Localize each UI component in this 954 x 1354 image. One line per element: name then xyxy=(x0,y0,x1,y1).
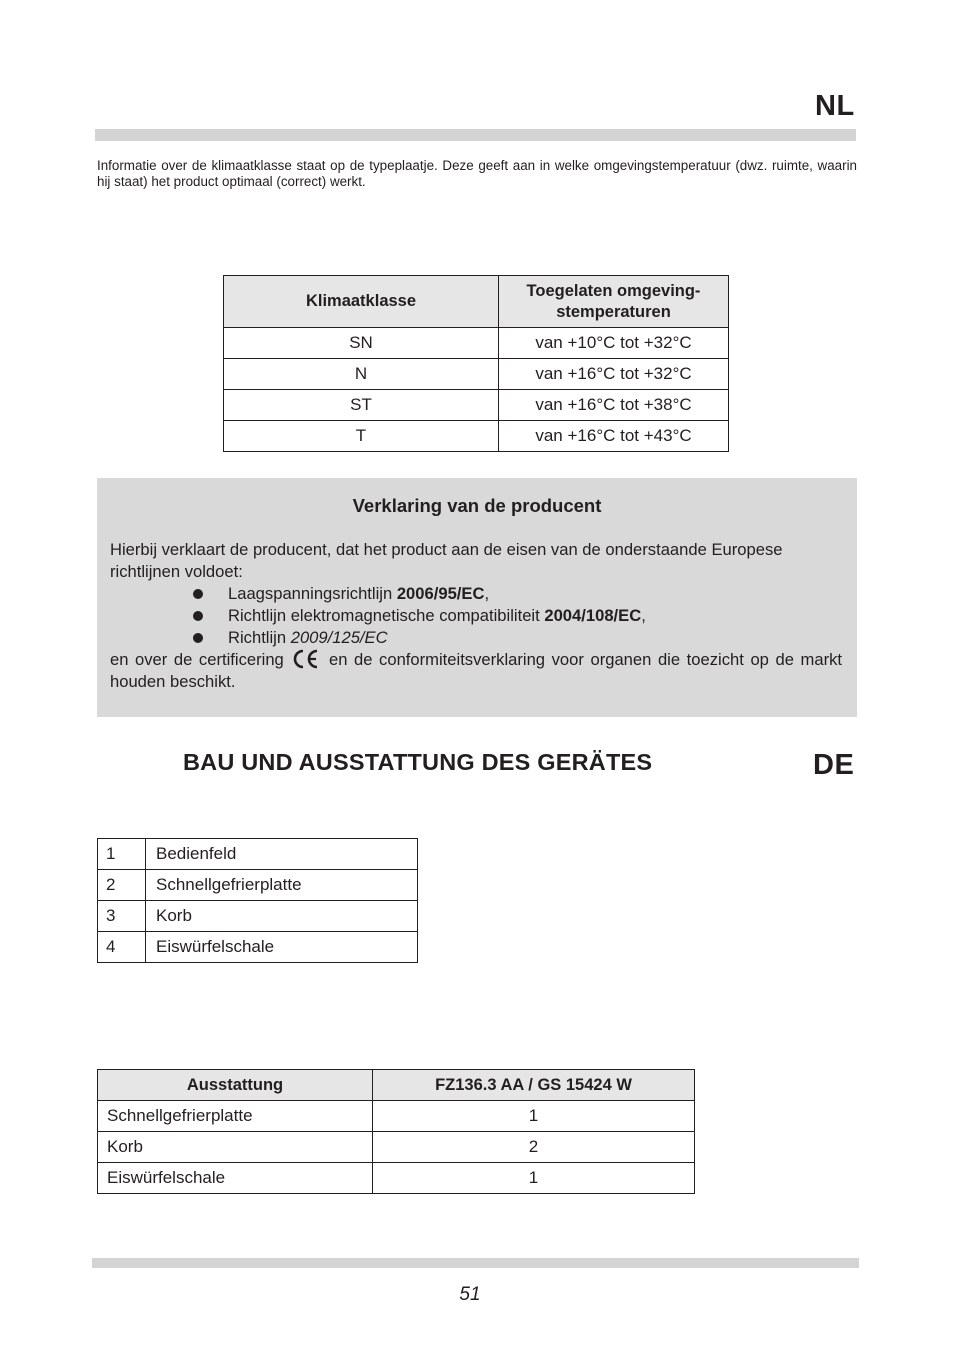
bullet-icon xyxy=(193,633,203,643)
column-header-equipment: Ausstattung xyxy=(98,1070,373,1101)
bullet-icon xyxy=(193,589,203,599)
temperature-range-cell: van +16°C tot +32°C xyxy=(499,359,729,390)
equipment-quantity: 1 xyxy=(373,1163,695,1194)
directive-name: Richtlijn xyxy=(228,628,291,647)
table-row xyxy=(224,421,729,452)
declaration-outro xyxy=(110,649,842,693)
part-label: Schnellgefrierplatte xyxy=(146,870,418,901)
climate-class-cell: SN xyxy=(224,328,499,359)
table-row xyxy=(224,328,729,359)
climate-class-cell: N xyxy=(224,359,499,390)
column-header-model: FZ136.3 AA / GS 15424 W xyxy=(373,1070,695,1101)
directive-name: Richtlijn elektromagnetische compatibiliteit xyxy=(228,606,545,625)
part-number: 2 xyxy=(98,870,146,901)
list-item xyxy=(110,627,842,649)
table-row xyxy=(98,870,418,901)
table-header-row xyxy=(224,276,729,328)
directive-code: 2004/108/EC xyxy=(544,606,642,625)
table-header-row xyxy=(98,1070,695,1101)
section-title: BAU UND AUSSTATTUNG DES GERÄTES xyxy=(183,749,653,775)
ce-mark-icon xyxy=(292,649,320,669)
footer-divider xyxy=(92,1258,859,1268)
column-header-temperature-line1: Toegelaten omgeving- xyxy=(526,281,701,300)
header-divider xyxy=(95,129,856,141)
equipment-name: Schnellgefrierplatte xyxy=(98,1101,373,1132)
directive-list xyxy=(110,583,842,649)
column-header-temperature xyxy=(499,276,729,328)
climate-class-cell: T xyxy=(224,421,499,452)
column-header-climate-class: Klimaatklasse xyxy=(224,276,499,328)
equipment-table xyxy=(97,1069,695,1194)
declaration-body xyxy=(110,539,842,693)
equipment-quantity: 1 xyxy=(373,1101,695,1132)
column-header-temperature-line2: stemperaturen xyxy=(556,302,671,321)
list-item xyxy=(110,583,842,605)
part-label: Bedienfeld xyxy=(146,839,418,870)
table-row xyxy=(224,390,729,421)
temperature-range-cell: van +10°C tot +32°C xyxy=(499,328,729,359)
declaration-intro: Hierbij verklaart de producent, dat het product aan de eisen van de onderstaande Europese richtlijnen voldoet: xyxy=(110,540,783,581)
climate-class-intro: Informatie over de klimaatklasse staat op de typeplaatje. Deze geeft aan in welke omgevingstemperatuur (dwz. ruimte, waarin hij staat) het product optimaal (correct) werkt. xyxy=(97,158,857,189)
bullet-icon xyxy=(193,611,203,621)
table-row xyxy=(98,901,418,932)
table-row xyxy=(98,1101,695,1132)
part-number: 1 xyxy=(98,839,146,870)
directive-code: 2006/95/EC xyxy=(396,584,485,603)
directive-suffix: , xyxy=(484,584,490,603)
directive-name: Laagspanningsrichtlijn xyxy=(228,584,397,603)
page-number: 51 xyxy=(459,1284,481,1305)
part-label: Korb xyxy=(146,901,418,932)
table-row xyxy=(98,1132,695,1163)
language-code-de: DE xyxy=(813,749,855,781)
equipment-quantity: 2 xyxy=(373,1132,695,1163)
climate-class-cell: ST xyxy=(224,390,499,421)
declaration-outro-before: en over de certificering xyxy=(110,650,284,669)
manufacturer-declaration-panel xyxy=(97,478,857,717)
climate-class-table xyxy=(223,275,729,452)
table-row xyxy=(98,932,418,963)
temperature-range-cell: van +16°C tot +43°C xyxy=(499,421,729,452)
part-label: Eiswürfelschale xyxy=(146,932,418,963)
language-code-nl: NL xyxy=(815,90,855,122)
table-row xyxy=(98,1163,695,1194)
temperature-range-cell: van +16°C tot +38°C xyxy=(499,390,729,421)
table-row xyxy=(98,839,418,870)
directive-code: 2009/125/EC xyxy=(290,628,388,647)
declaration-title: Verklaring van de producent xyxy=(352,495,602,516)
part-number: 3 xyxy=(98,901,146,932)
equipment-name: Eiswürfelschale xyxy=(98,1163,373,1194)
list-item xyxy=(110,605,842,627)
declaration-outro-after: en de conformiteitsverklaring voor organen die toezicht op de markt houden beschikt. xyxy=(110,650,842,691)
table-row xyxy=(224,359,729,390)
directive-suffix: , xyxy=(641,606,646,625)
part-number: 4 xyxy=(98,932,146,963)
equipment-name: Korb xyxy=(98,1132,373,1163)
parts-table xyxy=(97,838,418,963)
